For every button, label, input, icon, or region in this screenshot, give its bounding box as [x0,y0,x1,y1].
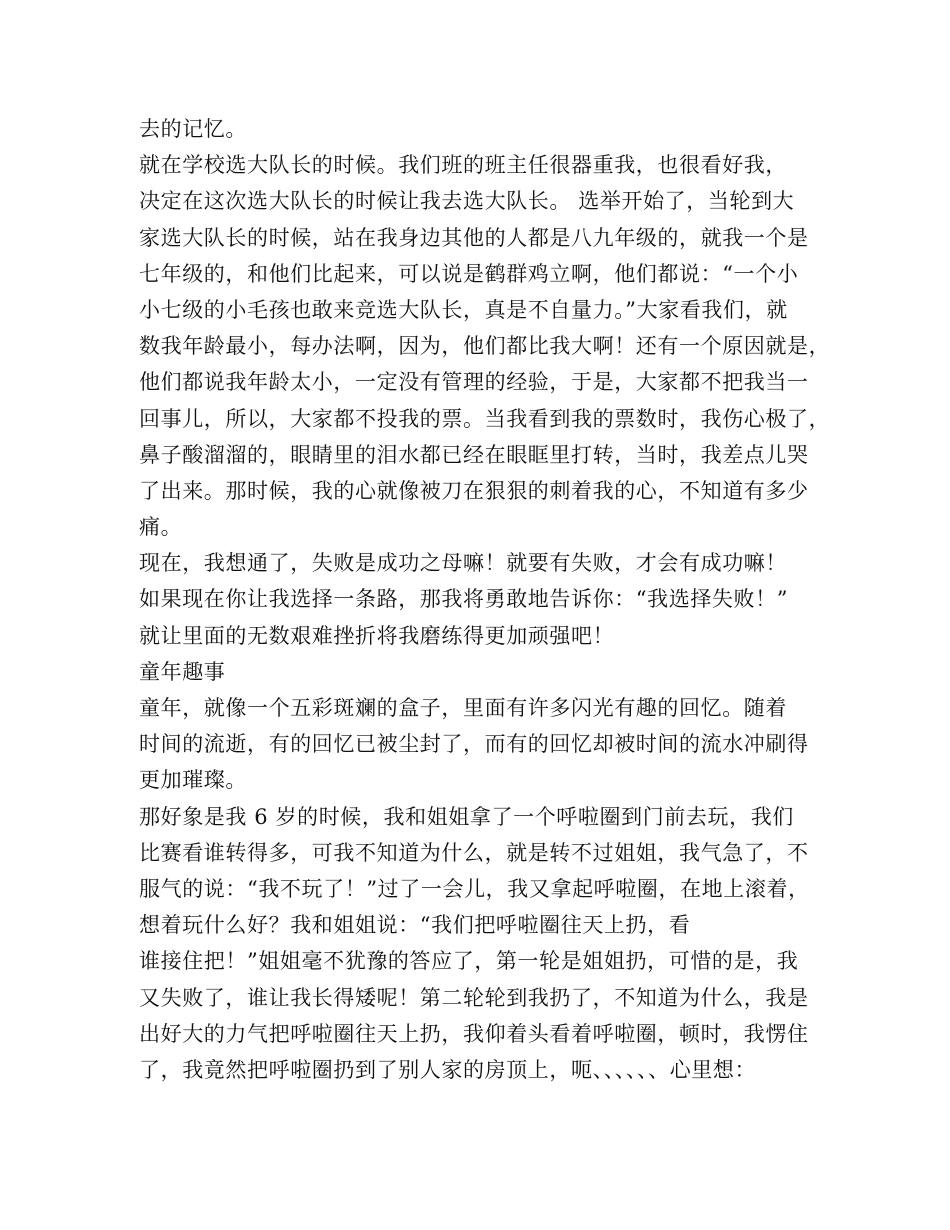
text-line: 回事儿，所以，大家都不投我的票。当我看到我的票数时，我伤心极了， [139,406,831,431]
text-line: 更加璀璨。 [139,768,247,793]
text-line: 就在学校选大队长的时候。我们班的班主任很器重我，也很看好我， [139,153,787,178]
text-line: 出好大的力气把呼啦圈往天上扔，我仰着头看着呼啦圈，顿时，我愣住 [139,1021,809,1046]
text-line: 去的记忆。 [139,117,247,141]
text-line: 鼻子酸溜溜的，眼睛里的泪水都已经在眼眶里打转，当时，我差点儿哭 [139,442,809,467]
text-line: 想着玩什么好？我和姐姐说：“我们把呼啦圈往天上扔，看 [139,913,691,938]
text-line: 小七级的小毛孩也敢来竞选大队长，真是不自量力。”大家看我们，就 [139,297,788,322]
text-line: 比赛看谁转得多，可我不知道为什么，就是转不过姐姐，我气急了，不 [139,840,809,865]
text-line: 了出来。那时候，我的心就像被刀在狠狠的刺着我的心，不知道有多少 [139,478,809,503]
text-line: 家选大队长的时候，站在我身边其他的人都是八九年级的，就我一个是 [139,225,809,250]
text-line: 了，我竟然把呼啦圈扔到了别人家的房顶上，呃、、、、、、心里想： [139,1057,757,1082]
text-line: 决定在这次选大队长的时候让我去选大队长。 选举开始了，当轮到大 [139,189,795,214]
text-line: 就让里面的无数艰难挫折将我磨练得更加顽强吧！ [139,623,615,648]
text-line: 数我年龄最小，每办法啊，因为，他们都比我大啊！还有一个原因就是， [139,334,831,359]
document-body [139,111,829,1088]
text-line: 又失败了，谁让我长得矮呢！第二轮轮到我扔了，不知道为什么，我是 [139,985,809,1010]
text-line: 服气的说：“我不玩了！”过了一会儿，我又拿起呼啦圈，在地上滚着， [139,876,810,901]
text-line: 他们都说我年龄太小，一定没有管理的经验，于是，大家都不把我当一 [139,370,809,395]
section-heading: 童年趣事 [139,659,226,684]
text-line: 时间的流逝，有的回忆已被尘封了，而有的回忆却被时间的流水冲刷得 [139,732,809,757]
text-line: 如果现在你让我选择一条路，那我将勇敢地告诉你：“我选择失败！” [139,587,789,612]
text-line: 现在，我想通了，失败是成功之母嘛！就要有失败，才会有成功嘛！ [139,551,787,576]
text-line: 童年，就像一个五彩斑斓的盒子，里面有许多闪光有趣的回忆。随着 [139,696,787,720]
text-line: 七年级的，和他们比起来，可以说是鹤群鸡立啊，他们都说：“一个小 [139,261,799,286]
text-line: 谁接住把！”姐姐毫不犹豫的答应了，第一轮是姐姐扔，可惜的是，我 [139,949,799,974]
text-line: 那好象是我 6 岁的时候，我和姐姐拿了一个呼啦圈到门前去玩，我们 [139,804,794,829]
text-line: 痛。 [139,515,183,540]
